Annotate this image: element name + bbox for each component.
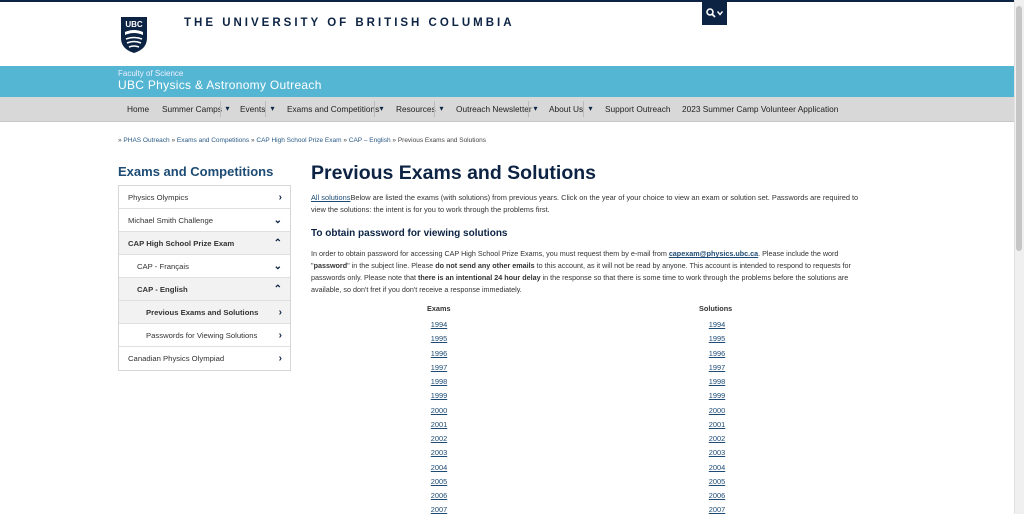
chevron-down-icon[interactable]: ▾ (528, 101, 542, 117)
sidebar-item-passwords[interactable]: Passwords for Viewing Solutions › (119, 324, 290, 347)
exam-year-link[interactable]: 2002 (430, 434, 448, 443)
sidebar-item-physics-olympics[interactable]: Physics Olympics › (119, 186, 290, 209)
chevron-down-icon[interactable]: ⌄ (273, 261, 282, 272)
exams-column-header: Exams (427, 304, 451, 313)
scrollbar-thumb[interactable] (1016, 6, 1022, 251)
university-name[interactable]: THE UNIVERSITY OF BRITISH COLUMBIA (184, 17, 515, 29)
solution-year-link[interactable]: 1999 (708, 391, 726, 401)
chevron-down-icon[interactable]: ▾ (220, 101, 234, 117)
solution-year-link[interactable]: 1996 (708, 348, 726, 358)
exam-year-link[interactable]: 2006 (430, 491, 448, 500)
search-button[interactable] (702, 0, 727, 25)
exam-year-link[interactable]: 1995 (430, 334, 448, 344)
solution-year-link[interactable]: 2002 (708, 434, 726, 443)
chevron-right-icon[interactable]: › (278, 307, 282, 318)
chevron-right-icon[interactable]: › (278, 330, 282, 341)
sidebar-title[interactable]: Exams and Competitions (118, 164, 274, 179)
exam-year-link[interactable]: 2001 (430, 419, 448, 429)
sidebar-item-canadian-olympiad[interactable]: Canadian Physics Olympiad › (119, 347, 290, 370)
nav-item-outreach-newsletter[interactable]: Outreach Newsletter (456, 104, 532, 114)
chevron-down-icon (717, 10, 723, 16)
password-instructions: In order to obtain password for accessing CAP High School Prize Exams, you must request them by e-mail from capexam@physics.ubc.ca. Please include the word "password" in the subject line. Please do not send any other emails to this account, as it will not be read by anyone. This account is intended to respond to requests for passwords only. Please note that there is an intentional 24 hour delay in the response so that there is some time to work through the problems before the solutions are available, so don't fret if you don't receive a response immediately. (311, 249, 851, 294)
solution-year-link[interactable]: 1994 (708, 320, 726, 329)
page-title: Previous Exams and Solutions (311, 162, 596, 184)
exam-year-link[interactable]: 2005 (430, 476, 448, 486)
chevron-right-icon[interactable]: › (278, 192, 282, 203)
solution-year-link[interactable]: 1997 (708, 362, 726, 372)
chevron-down-icon[interactable]: ▾ (265, 101, 279, 117)
sidebar-item-cap-exam[interactable]: CAP High School Prize Exam ⌃ (119, 232, 290, 255)
solution-year-link[interactable]: 2006 (708, 491, 726, 500)
nav-item-exams-competitions[interactable]: Exams and Competitions (287, 104, 380, 114)
exams-list (419, 318, 459, 514)
exam-year-link[interactable]: 1997 (430, 362, 448, 372)
solution-year-link[interactable]: 1995 (708, 334, 726, 344)
nav-item-home[interactable]: Home (127, 104, 150, 114)
exam-year-link[interactable]: 1998 (430, 377, 448, 386)
solution-year-link[interactable]: 1998 (708, 377, 726, 386)
ubc-crest-icon[interactable] (120, 16, 148, 54)
chevron-down-icon[interactable]: ▾ (583, 101, 597, 117)
breadcrumb-link[interactable]: CAP – English (348, 137, 391, 144)
chevron-down-icon[interactable]: ▾ (434, 101, 448, 117)
nav-item-events[interactable]: Events (240, 104, 266, 114)
chevron-down-icon[interactable]: ⌄ (273, 215, 282, 226)
sidebar-menu (118, 185, 291, 371)
sidebar-item-cap-english[interactable]: CAP - English ⌃ (119, 278, 290, 301)
breadcrumb-link[interactable]: CAP High School Prize Exam (256, 137, 342, 144)
main-nav (0, 97, 1014, 122)
breadcrumb-link[interactable]: Exams and Competitions (176, 137, 250, 144)
all-solutions-link[interactable]: All solutions (311, 193, 351, 202)
exam-year-link[interactable]: 1994 (430, 320, 448, 329)
unit-name-link[interactable]: UBC Physics & Astronomy Outreach (118, 78, 322, 92)
solution-year-link[interactable]: 2005 (708, 476, 726, 486)
sidebar-item-previous-exams[interactable]: Previous Exams and Solutions › (119, 301, 290, 324)
exam-year-link[interactable]: 2003 (430, 448, 448, 458)
breadcrumb: » PHAS Outreach » Exams and Competitions » CAP High School Prize Exam » CAP – English » Previous Exams and Solutions (118, 137, 486, 144)
nav-item-resources[interactable]: Resources (396, 104, 436, 114)
sidebar-item-cap-francais[interactable]: CAP - Français ⌄ (119, 255, 290, 278)
solutions-column-header: Solutions (699, 304, 733, 313)
chevron-down-icon[interactable]: ▾ (374, 101, 388, 117)
email-link[interactable]: capexam@physics.ubc.ca (668, 249, 759, 258)
exam-year-link[interactable]: 2004 (430, 462, 448, 472)
solution-year-link[interactable]: 2004 (708, 462, 726, 472)
nav-item-about-us[interactable]: About Us (549, 104, 584, 114)
sidebar-item-michael-smith[interactable]: Michael Smith Challenge ⌄ (119, 209, 290, 232)
nav-item-summer-camps[interactable]: Summer Camps (162, 104, 222, 114)
solution-year-link[interactable]: 2001 (708, 419, 726, 429)
solutions-list (697, 318, 737, 514)
password-heading: To obtain password for viewing solutions (311, 228, 508, 239)
solution-year-link[interactable]: 2003 (708, 448, 726, 458)
faculty-link[interactable]: Faculty of Science (118, 69, 184, 78)
breadcrumb-current: Previous Exams and Solutions (397, 137, 486, 144)
solution-year-link[interactable]: 2007 (708, 505, 726, 514)
exam-year-link[interactable]: 2007 (430, 505, 448, 514)
unit-bar (0, 66, 1014, 97)
exam-year-link[interactable]: 1999 (430, 391, 448, 401)
nav-item-volunteer-application[interactable]: 2023 Summer Camp Volunteer Application (682, 104, 839, 114)
nav-item-support-outreach[interactable]: Support Outreach (605, 104, 671, 114)
intro-text: All solutionsBelow are listed the exams (with solutions) from previous years. Click on the year of your choice to view an exam or solution set. Passwords are required to view the solutions: the intent is for you to work through the problems first. (311, 193, 859, 214)
search-icon (706, 8, 716, 18)
exam-year-link[interactable]: 2000 (430, 405, 448, 415)
ubc-header (0, 2, 1014, 66)
exam-year-link[interactable]: 1996 (430, 348, 448, 358)
breadcrumb-link[interactable]: PHAS Outreach (123, 137, 170, 144)
chevron-up-icon[interactable]: ⌃ (273, 238, 282, 249)
solution-year-link[interactable]: 2000 (708, 405, 726, 415)
svg-text:UBC: UBC (125, 20, 143, 29)
chevron-right-icon[interactable]: › (278, 353, 282, 364)
chevron-up-icon[interactable]: ⌃ (273, 284, 282, 295)
